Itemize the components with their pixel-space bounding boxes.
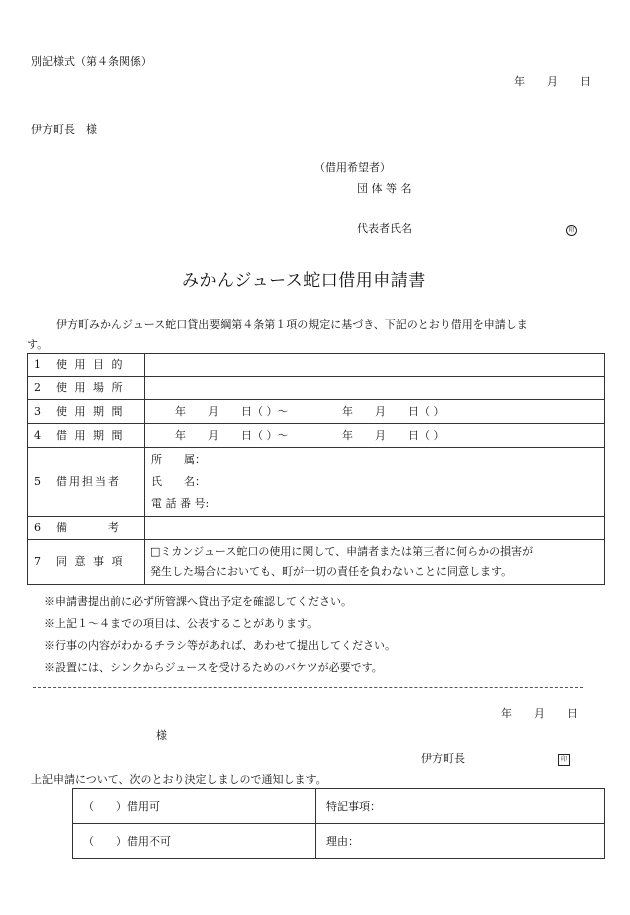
row-label-purpose: 1 使 用 目 的 — [28, 354, 145, 377]
intro-text-cont: す。 — [27, 338, 49, 351]
row-label-place: 2 使 用 場 所 — [28, 377, 145, 400]
remarks-cell[interactable] — [145, 517, 605, 540]
decision-notice: 上記申請について、次のとおり決定しましので通知します。 — [31, 773, 327, 786]
deny-option[interactable]: （ ）借用不可 — [73, 824, 316, 859]
note-item: ※申請書提出前に必ず所管課へ貸出予定を確認してください。 — [44, 595, 352, 608]
decision-table — [72, 788, 605, 859]
period-to: 年 月 日（ ） — [342, 404, 445, 418]
cut-line — [33, 687, 583, 688]
consent-cell[interactable] — [145, 540, 605, 585]
decision-addressee: 様 — [156, 729, 167, 742]
use-period-cell[interactable] — [145, 400, 605, 424]
contact-cell[interactable] — [145, 448, 605, 517]
application-table — [27, 353, 605, 585]
decision-mayor: 伊方町長 — [421, 752, 465, 765]
note-item: ※上記１～４までの項目は、公表することがあります。 — [44, 617, 319, 630]
intro-text: 伊方町みかんジュース蛇口貸出要綱第４条第１項の規定に基づき、下記のとおり借用を申請しま — [56, 318, 528, 331]
date-line: 年 月 日 — [514, 75, 591, 88]
form-number: 別記様式（第４条関係） — [31, 55, 152, 68]
row-label-consent: 7 同 意 事 項 — [28, 540, 145, 585]
seal-mark: 印 — [566, 222, 577, 236]
document-title: みかんジュース蛇口借用申請書 — [182, 271, 426, 291]
special-notes[interactable]: 特記事項： — [316, 789, 605, 824]
row-label-remarks: 6 備 考 — [28, 517, 145, 540]
period-from: 年 月 日（ ）～ — [175, 404, 289, 418]
row-label-use-period: 3 使 用 期 間 — [28, 400, 145, 424]
place-cell[interactable] — [145, 377, 605, 400]
mayor-seal: 印 — [558, 751, 570, 766]
row-label-borrow-period: 4 借 用 期 間 — [28, 424, 145, 448]
period-from: 年 月 日（ ）～ — [175, 428, 289, 442]
purpose-cell[interactable] — [145, 354, 605, 377]
organization-label: 団 体 等 名 — [357, 182, 412, 195]
applicant-label: （借用希望者） — [314, 161, 391, 174]
addressee: 伊方町長 様 — [31, 123, 97, 136]
approve-option[interactable]: （ ）借用可 — [73, 789, 316, 824]
representative-label: 代表者氏名 — [357, 222, 412, 235]
contact-department: 所 属： — [151, 453, 206, 466]
borrow-period-cell[interactable] — [145, 424, 605, 448]
period-to: 年 月 日（ ） — [342, 428, 445, 442]
reason-field[interactable]: 理由： — [316, 824, 605, 859]
consent-text-1: □ミカンジュース蛇口の使用に関して、申請者または第三者に何らかの損害が — [150, 545, 534, 558]
contact-name: 氏 名： — [151, 475, 206, 488]
note-item: ※行事の内容がわかるチラシ等があれば、あわせて提出してください。 — [44, 639, 396, 652]
row-label-contact: 5 借用担当者 — [28, 448, 145, 517]
decision-date: 年 月 日 — [501, 707, 578, 720]
contact-phone: 電 話 番 号: — [151, 497, 210, 510]
consent-text-2: 発生した場合においても、町が一切の責任を負わないことに同意します。 — [150, 565, 513, 578]
note-item: ※設置には、シンクからジュースを受けるためのバケツが必要です。 — [44, 661, 383, 674]
